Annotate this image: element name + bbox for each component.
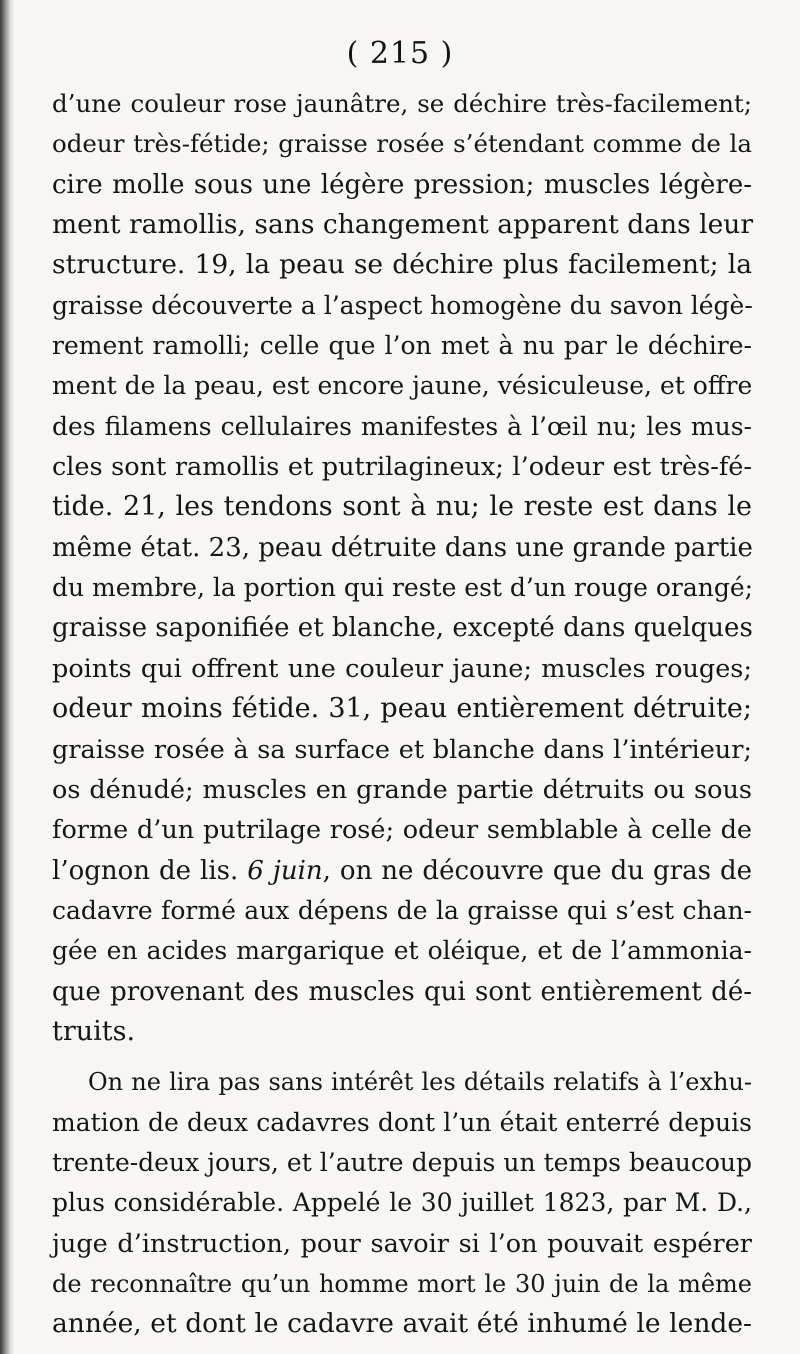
text-line: que provenant des muscles qui sont entièrement dé-: [52, 976, 752, 1007]
text-line: graisse découverte a l’aspect homogène du savon légè-: [52, 290, 753, 320]
text-line: juge d’instruction, pour savoir si l’on pouvait espérer: [52, 1228, 752, 1259]
text-line: odeur très-fétide; graisse rosée s’étendant comme de la: [52, 129, 752, 159]
text-line: trente-deux jours, et l’autre depuis un temps beaucoup: [52, 1147, 752, 1177]
text-line: graisse rosée à sa surface et blanche dans l’intérieur;: [52, 734, 752, 765]
text-line: On ne lira pas sans intérêt les détails relatifs à l’exhu-: [88, 1068, 752, 1097]
text-line: forme d’un putrilage rosé; odeur semblable à celle de: [52, 815, 752, 846]
text-line: d’une couleur rose jaunâtre, se déchire très-facilement;: [52, 89, 752, 118]
text-segment: l’ognon de lis.: [52, 855, 239, 886]
text-line: tide. 21, les tendons sont à nu; le reste est dans le: [52, 491, 752, 523]
text-line: gée en acides margarique et oléique, et de l’ammonia-: [52, 936, 752, 966]
text-line: structure. 19, la peau se déchire plus facilement; la: [52, 249, 752, 281]
page-number: ( 215 ): [346, 36, 454, 71]
text-line: cire molle sous une légère pression; muscles légère-: [52, 169, 752, 200]
paragraph-1: [52, 84, 752, 1052]
page-binding-edge: [0, 0, 14, 1354]
text-line-mixed: [52, 851, 752, 891]
text-line: des filamens cellulaires manifestes à l’œil nu; les mus-: [52, 411, 752, 441]
text-line: cadavre formé aux dépens de la graisse qui s’est chan-: [52, 895, 752, 925]
text-line: truits.: [52, 1015, 136, 1047]
body-text: [52, 84, 752, 1345]
text-line: année, et dont le cadavre avait été inhumé le lende-: [52, 1308, 752, 1340]
text-line: ment de la peau, est encore jaune, vésiculeuse, et offre: [52, 371, 753, 401]
text-line: ment ramollis, sans changement apparent dans leur: [52, 209, 753, 241]
text-line: du membre, la portion qui reste est d’un rouge orangé;: [52, 573, 754, 603]
text-line: de reconnaître qu’un homme mort le 30 juin de la même: [52, 1269, 752, 1298]
text-line: os dénudé; muscles en grande partie détruits ou sous: [52, 774, 752, 805]
text-line: mation de deux cadavres dont l’un était enterré depuis: [52, 1107, 752, 1137]
text-line: graisse saponifiée et blanche, excepté dans quelques: [52, 613, 753, 644]
paragraph-2: [52, 1062, 752, 1344]
text-line: cles sont ramollis et putrilagineux; l’odeur est très-fé-: [52, 452, 752, 483]
text-line: points qui offrent une couleur jaune; muscles rouges;: [52, 653, 752, 684]
text-line: rement ramolli; celle que l’on met à nu par le déchire-: [52, 331, 752, 361]
text-line: odeur moins fétide. 31, peau entièrement détruite;: [52, 693, 752, 725]
text-line: même état. 23, peau détruite dans une grande partie: [52, 532, 753, 563]
date-italic: 6 juin: [247, 855, 323, 886]
text-segment: , on ne découvre que du gras de: [322, 855, 752, 886]
text-line: plus considérable. Appelé le 30 juillet 1823, par M. D.,: [52, 1188, 752, 1218]
paragraph-gap: [52, 1052, 752, 1062]
